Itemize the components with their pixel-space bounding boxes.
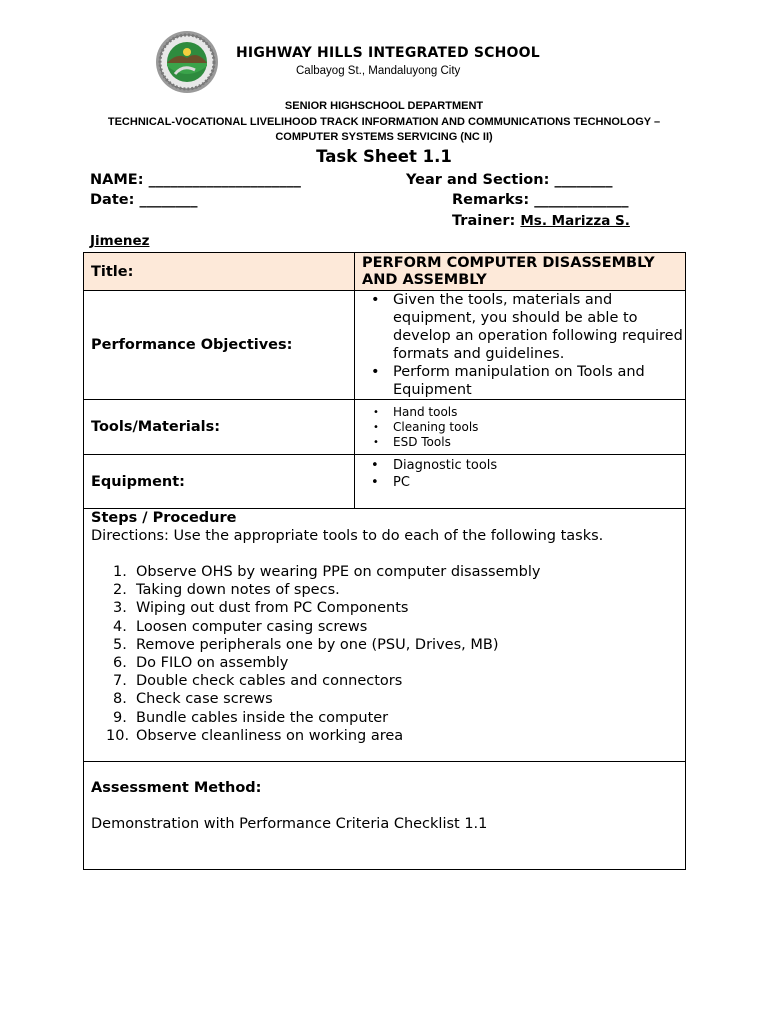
trainer-label: Trainer: bbox=[452, 213, 516, 229]
objective-item: • Perform manipulation on Tools and Equipment bbox=[355, 363, 685, 399]
step-text: Remove peripherals one by one (PSU, Drives, MB) bbox=[136, 636, 499, 653]
step-text: Double check cables and connectors bbox=[136, 673, 403, 690]
assessment-cell bbox=[84, 762, 686, 870]
step-text: Bundle cables inside the computer bbox=[136, 709, 389, 726]
task-table bbox=[83, 252, 686, 870]
tools-list bbox=[355, 405, 685, 450]
step-text: Loosen computer casing screws bbox=[136, 618, 368, 635]
assessment-value: Demonstration with Performance Criteria Checklist 1.1 bbox=[91, 816, 488, 832]
step-item bbox=[91, 709, 678, 727]
objective-item: • Given the tools, materials and equipment, you should be able to develop an operation following required formats and guidelines. bbox=[355, 291, 685, 363]
equipment-item: • Diagnostic tools bbox=[355, 457, 685, 474]
equipment-label: Equipment: bbox=[84, 455, 355, 509]
track-line-2: COMPUTER SYSTEMS SERVICING (NC II) bbox=[275, 131, 493, 143]
objectives-cell bbox=[355, 291, 686, 400]
steps-list bbox=[91, 563, 678, 745]
equipment-cell bbox=[355, 455, 686, 509]
assessment-row bbox=[84, 762, 686, 870]
name-blank: _____________________ bbox=[148, 172, 301, 188]
title-value: PERFORM COMPUTER DISASSEMBLY AND ASSEMBLY bbox=[355, 253, 686, 291]
directions-text: Directions: Use the appropriate tools to do each of the following tasks. bbox=[91, 528, 604, 544]
step-number: 7. bbox=[113, 673, 127, 690]
date-blank: ________ bbox=[139, 192, 198, 208]
step-text: Taking down notes of specs. bbox=[136, 582, 340, 599]
tool-item: • ESD Tools bbox=[355, 435, 685, 450]
step-item bbox=[91, 563, 678, 581]
objectives-label: Performance Objectives: bbox=[84, 291, 355, 400]
equipment-list bbox=[355, 457, 685, 491]
step-item bbox=[91, 672, 678, 690]
name-field bbox=[90, 172, 301, 188]
date-label: Date: bbox=[90, 192, 135, 208]
trainer-name-part1: Ms. Marizza S. bbox=[520, 213, 630, 229]
year-section-field bbox=[406, 172, 612, 188]
step-number: 6. bbox=[113, 655, 127, 672]
step-text: Observe OHS by wearing PPE on computer disassembly bbox=[136, 564, 541, 580]
step-number: 3. bbox=[113, 600, 127, 617]
step-number: 1. bbox=[113, 564, 127, 580]
remarks-blank: _____________ bbox=[534, 192, 629, 208]
tool-item: • Hand tools bbox=[355, 405, 685, 420]
tools-row bbox=[84, 400, 686, 455]
step-number: 10. bbox=[106, 727, 130, 744]
step-number: 8. bbox=[113, 691, 127, 708]
tools-cell bbox=[355, 400, 686, 455]
school-address: Calbayog St., Mandaluyong City bbox=[296, 65, 461, 77]
step-text: Check case screws bbox=[136, 691, 273, 708]
trainer-field bbox=[452, 213, 630, 229]
step-text: Do FILO on assembly bbox=[136, 655, 289, 672]
date-field bbox=[90, 192, 197, 208]
step-number: 9. bbox=[113, 709, 127, 726]
title-label: Title: bbox=[84, 253, 355, 291]
tool-item: • Cleaning tools bbox=[355, 420, 685, 435]
objectives-list bbox=[355, 291, 685, 399]
remarks-field bbox=[452, 192, 628, 208]
step-number: 4. bbox=[113, 618, 127, 635]
step-item bbox=[91, 654, 678, 672]
step-number: 2. bbox=[113, 582, 127, 599]
steps-row bbox=[84, 509, 686, 762]
objectives-row bbox=[84, 291, 686, 400]
step-number: 5. bbox=[113, 636, 127, 653]
step-item bbox=[91, 636, 678, 654]
department-heading: SENIOR HIGHSCHOOL DEPARTMENT bbox=[284, 100, 484, 112]
name-label: NAME: bbox=[90, 172, 144, 188]
remarks-label: Remarks: bbox=[452, 192, 530, 208]
step-item bbox=[91, 727, 678, 745]
school-name: HIGHWAY HILLS INTEGRATED SCHOOL bbox=[236, 45, 540, 61]
tools-label: Tools/Materials: bbox=[84, 400, 355, 455]
school-seal-logo bbox=[155, 30, 219, 94]
task-sheet-title: Task Sheet 1.1 bbox=[316, 147, 452, 166]
equipment-item: • PC bbox=[355, 474, 685, 491]
equipment-row bbox=[84, 455, 686, 509]
year-section-blank: ________ bbox=[554, 172, 613, 188]
step-item bbox=[91, 581, 678, 599]
step-item bbox=[91, 618, 678, 636]
trainer-name-part2: Jimenez bbox=[90, 233, 150, 249]
steps-heading: Steps / Procedure bbox=[91, 510, 237, 526]
steps-cell bbox=[84, 509, 686, 762]
track-line-1: TECHNICAL-VOCATIONAL LIVELIHOOD TRACK INFORMATION AND COMMUNICATIONS TECHNOLOGY – bbox=[107, 116, 661, 128]
assessment-label: Assessment Method: bbox=[91, 780, 262, 796]
step-item bbox=[91, 599, 678, 617]
step-text: Wiping out dust from PC Components bbox=[136, 600, 409, 617]
step-item bbox=[91, 690, 678, 708]
step-text: Observe cleanliness on working area bbox=[136, 727, 404, 744]
title-row bbox=[84, 253, 686, 291]
year-section-label: Year and Section: bbox=[406, 172, 550, 188]
